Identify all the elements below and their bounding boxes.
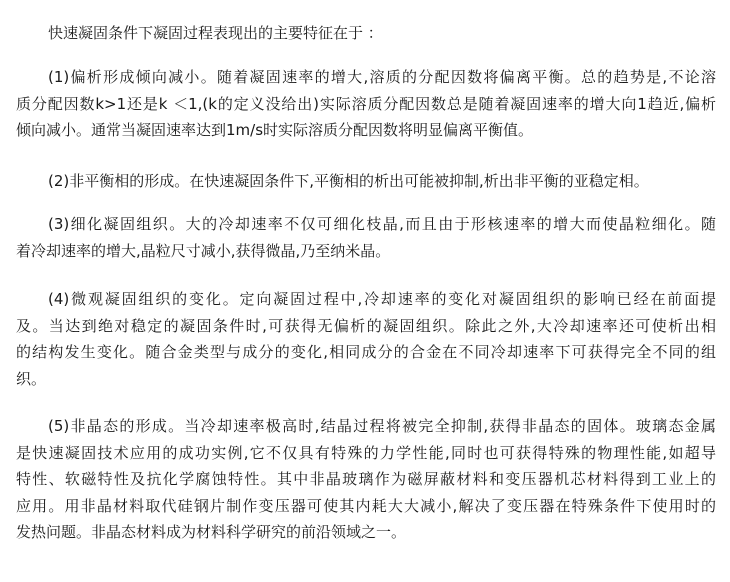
paragraph-line: 着冷却速率的增大,晶粒尺寸减小,获得微晶,乃至纳米晶。 — [16, 241, 391, 260]
paragraph-line: 的结构发生变化。随合金类型与成分的变化,相同成分的合金在不同冷却速率下可获得完全不同的组 — [16, 343, 716, 361]
paragraph-amorphous-formation — [16, 413, 716, 546]
paragraph-line: 倾向减小。通常当凝固速率达到1m/s时实际溶质分配因数将明显偏离平衡值。 — [16, 121, 534, 139]
paragraph-line: 应用。用非晶材料取代硅钢片制作变压器可使其内耗大大减小,解决了变压器在特殊条件下使用时的 — [16, 496, 716, 515]
paragraph-line: (4)微观凝固组织的变化。定向凝固过程中,冷却速率的变化对凝固组织的影响已经在前面提 — [48, 290, 716, 308]
paragraph-line: (1)偏析形成倾向减小。随着凝固速率的增大,溶质的分配因数将偏离平衡。总的趋势是,不论溶 — [48, 68, 716, 86]
paragraph-line: 是快速凝固技术应用的成功实例,它不仅具有特殊的力学性能,同时也可获得特殊的物理性能,如超导 — [16, 443, 716, 462]
document-title: 快速凝固条件下凝固过程表现出的主要特征在于 ： — [48, 24, 383, 42]
paragraph-refined-structure — [16, 211, 716, 264]
paragraph-line: 发热问题。非晶态材料成为材料科学研究的前沿领域之一。 — [16, 523, 407, 541]
paragraph-line: (3)细化凝固组织。大的冷却速率不仅可细化枝晶,而且由于形核速率的增大而使晶粒细化。随 — [48, 215, 716, 233]
paragraph-microstructure-change — [16, 286, 716, 392]
paragraph-line: (5)非晶态的形成。当冷却速率极高时,结晶过程将被完全抑制,获得非晶态的固体。玻璃态金属 — [48, 417, 716, 435]
paragraph-line: 织。 — [16, 369, 47, 388]
paragraph-line: 质分配因数k>1还是k ＜1,(k的定义没给出)实际溶质分配因数总是随着凝固速率的增大向1趋近,偏析 — [16, 94, 716, 113]
paragraph-line: 及。当达到绝对稳定的凝固条件时,可获得无偏析的凝固组织。除此之外,大冷却速率还可使析出相 — [16, 316, 716, 335]
paragraph-nonequilibrium-phase — [16, 168, 716, 195]
paragraph-segregation — [16, 64, 716, 144]
paragraph-line: (2)非平衡相的形成。在快速凝固条件下,平衡相的析出可能被抑制,析出非平衡的亚稳定相。 — [48, 172, 649, 190]
paragraph-line: 特性、软磁特性及抗化学腐蚀特性。其中非晶玻璃作为磁屏蔽材料和变压器机芯材料得到工业上的 — [16, 470, 716, 488]
